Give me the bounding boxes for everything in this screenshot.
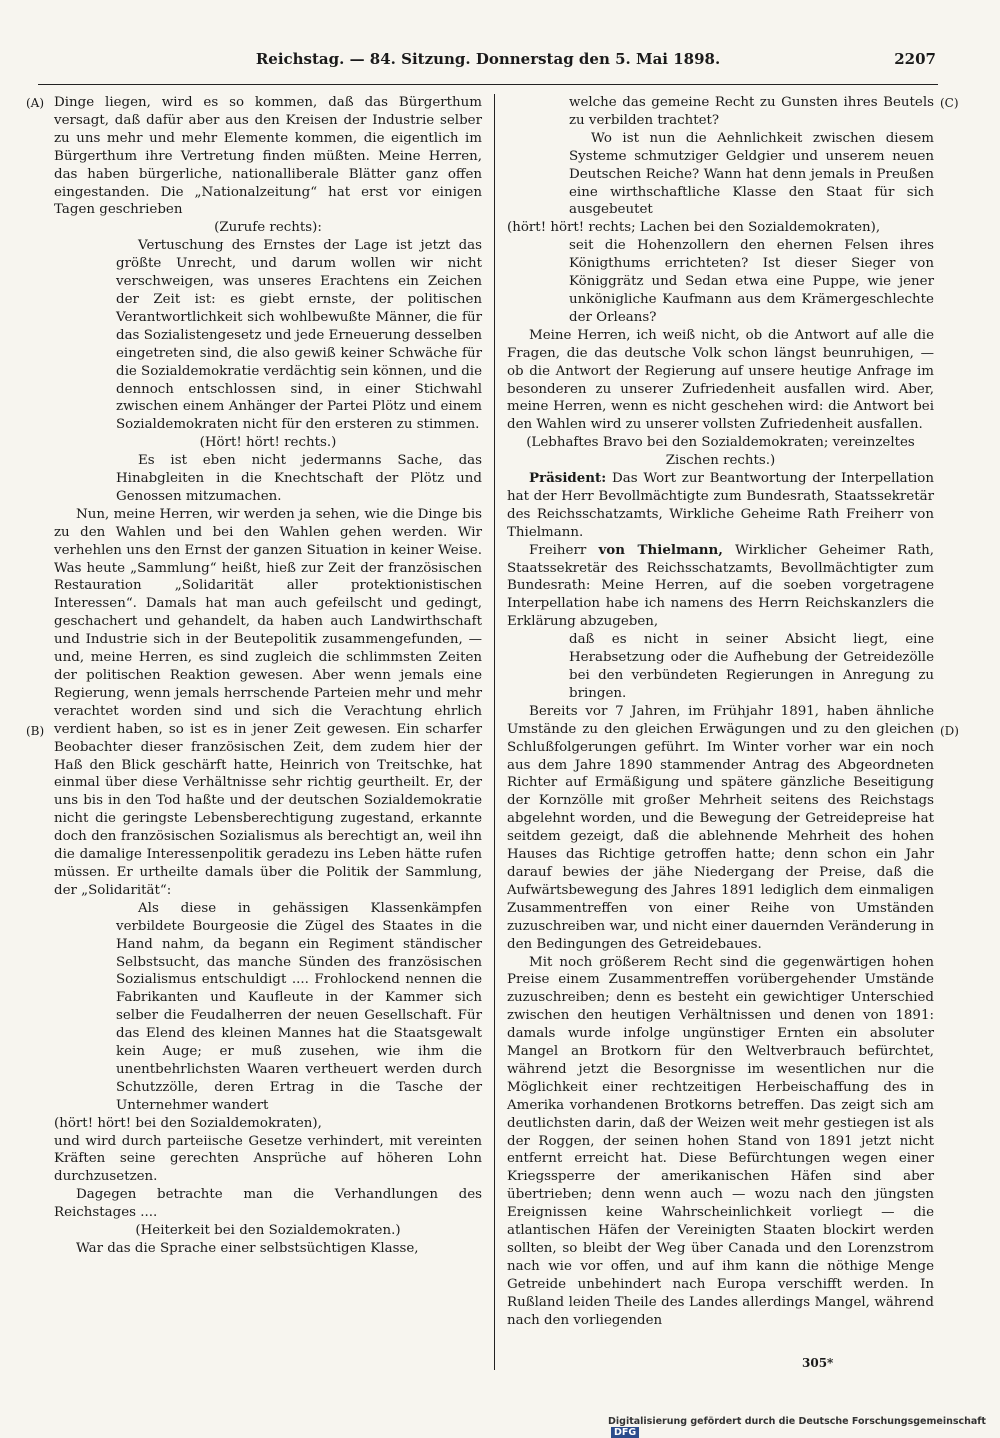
interjection: (Heiterkeit bei den Sozialdemokraten.) [135,1223,401,1239]
header-title: Reichstag. — 84. Sitzung. Donnerstag den 5. Mai 1898. [255,50,721,68]
speech-text: Wirklicher Geheimer Rath, Staatssekretär des Reichsschatzamts, Bevollmächtigter zum Bundesrath: Meine Herren, auf die soeben vorgetragene Interpellation habe ich namens des Herrn Reichskanzlers die Erklärung abzugeben, [507,542,935,630]
interjection: (Lebhaftes Bravo bei den Sozialdemokraten; vereinzeltes Zischen rechts.) [526,435,915,469]
interjection: (Hört! hört! rechts.) [199,435,337,451]
block-quote: Wo ist nun die Aehnlichkeit zwischen diesem Systeme schmutziger Geldgier und unserem neuen Deutschen Reiche? Wann hat denn jemals in Preußen eine wirthschaftliche Klasse den Staat für sich ausgebeutet [569,130,934,218]
interjection: (Zurufe rechts): [214,220,322,236]
speech-text: Das Wort zur Beantwortung der Interpellation hat der Herr Bevollmächtigte zum Bundesrath, Staatssekretär des Reichsschatzamts, Wirkliche Geheime Rath Freiherr von Thielmann. [507,471,934,540]
interjection: (hört! hört! bei den Sozialdemokraten), [54,1115,322,1131]
paragraph: Dagegen betrachte man die Verhandlungen des Reichstages .... [54,1187,482,1221]
speaker-name: Präsident: [529,470,607,487]
margin-mark-d: (D) [940,724,959,738]
digitization-footer [608,1416,1000,1438]
block-quote: welche das gemeine Recht zu Gunsten ihres Beutels zu verbilden trachtet? [569,95,934,128]
dfg-logo: DFG [611,1427,639,1438]
block-quote: Als diese in gehässigen Klassenkämpfen verbildete Bourgeosie die Zügel des Staates in die Hand nahm, da begann ein Regiment ständischer Selbstsucht, das manche Sünden des französischen Sozialismus entschuldigt .... Frohlockend nennen die Fabrikanten und Kaufleute in der Kammer sich selber die Feudalherren der neuen Gesellschaft. Für das Elend des kleinen Mannes hat die Staatsgewalt kein Auge; er muß zusehen, wie ihm die unentbehrlichsten Waaren vertheuert werden durch Schutzzölle, deren Ertrag in die Tasche der Unternehmer wandert [116,900,482,1113]
margin-mark-a: (A) [26,96,45,110]
signature-mark: 305* [802,1356,834,1370]
interjection: (hört! hört! rechts; Lachen bei den Sozialdemokraten), [507,220,881,236]
block-quote: seit die Hohenzollern den ehernen Felsen ihres Königthums errichteten? Ist dieser Sieger von Königgrätz und Sedan etwa eine Puppe, wie jener unkönigliche Kaufmann aus dem Krämergeschlechte der Orleans? [569,238,934,325]
speaker-name: von Thielmann, [598,541,723,558]
right-column [507,94,934,1330]
header-rule [38,84,938,85]
running-header [40,50,936,72]
paragraph: und wird durch parteiische Gesetze verhindert, mit vereinten Kräften seine gerechten Ansprüche auf höheren Lohn durchzusetzen. [54,1133,482,1185]
paragraph: Nun, meine Herren, wir werden ja sehen, wie die Dinge bis zu den Wahlen und bei den Wahlen gehen werden. Wir verhehlen uns den Ernst der ganzen Situation in keiner Weise. Was heute „Sammlung“ heißt, hieß zur Zeit der französischen Restauration „Solidarität aller protektionistischen Interessen“. Damals hat man auch gefeilscht und gedingt, geschachert und gehandelt, da haben auch Landwirthschaft und Industrie sich in der Beutepolitik zusammengefunden, — und, meine Herren, es sind zugleich die schlimmsten Zeiten der politischen Reaktion gewesen. Aber wenn jemals eine Regierung, wenn jemals herrschende Parteien mehr und mehr verachtet worden sind und sich die Verachtung ehrlich verdient haben, so ist es in jener Zeit gewesen. Ein scharfer Beobachter dieser französischen Zeit, dem zudem hier der Haß den Blick geschärft hatte, Heinrich von Treitschke, hat einmal über diese Verhältnisse sehr richtig geurtheilt. Er, der uns bis in den Tod haßte und der deutschen Sozialdemokratie nicht die geringste Lebensberechtigung zugestand, erkannte doch den französischen Sozialismus als berechtigt an, weil ihn die damalige Interessenpolitik geradezu ins Leben hätte rufen müssen. Er urtheilte damals über die Politik der Sammlung, der „Solidarität“: [54,506,482,898]
block-quote: Vertuschung des Ernstes der Lage ist jetzt das größte Unrecht, und darum wollen wir nicht verschweigen, was unseres Erachtens ein Zeichen der Zeit ist: es giebt ernste, der politischen Verantwortlichkeit sich wohlbewußte Männer, die für das Sozialistengesetz und jede Erneuerung desselben eingetreten sind, die also gewiß keiner Schwäche für die Sozialdemokratie verdächtig sein können, und die dennoch entschlossen sind, in einer Stichwahl zwischen einem Anhänger der Partei Plötz und einem Sozialdemokraten nicht für den ersteren zu stimmen. [116,238,482,433]
speaker-paragraph [507,542,934,632]
block-quote: daß es nicht in seiner Absicht liegt, eine Herabsetzung oder die Aufhebung der Getreidezölle bei den verbündeten Regierungen in Anregung zu bringen. [569,632,934,701]
left-column [54,94,482,1258]
speaker-title: Freiherr [529,542,587,558]
margin-mark-b: (B) [26,724,45,738]
paragraph: Dinge liegen, wird es so kommen, daß das Bürgerthum versagt, daß dafür aber aus den Kreisen der Industrie selber zu uns mehr und mehr Elemente kommen, die eigentlich im Bürgerthum ihre Vertretung finden müßten. Meine Herren, das haben bürgerliche, nationalliberale Blätter ganz offen eingestanden. Die „Nationalzeitung“ hat erst vor einigen Tagen geschrieben [54,95,482,218]
footer-text: Digitalisierung gefördert durch die Deutsche Forschungsgemeinschaft [608,1416,986,1427]
speaker-paragraph [507,470,934,542]
page-number: 2207 [894,50,936,68]
margin-mark-c: (C) [940,96,959,110]
paragraph: Meine Herren, ich weiß nicht, ob die Antwort auf alle die Fragen, die das deutsche Volk schon längst beunruhigen, — ob die Antwort der Regierung auf unsere heutige Anfrage im besonderen zu unserer Zufriedenheit ausfallen wird. Aber, meine Herren, wenn es nicht geschehen wird: die Antwort bei den Wahlen wird zu unserer vollsten Zufriedenheit ausfallen. [507,327,934,433]
paragraph: Mit noch größerem Recht sind die gegenwärtigen hohen Preise einem Zusammentreffen vorübergehender Umstände zuzuschreiben; denn es besteht ein gewichtiger Unterschied zwischen den heutigen Verhältnissen und denen von 1891: damals wurde infolge ungünstiger Ernten ein absoluter Mangel an Brotkorn für den Weltverbrauch befürchtet, während jetzt die Besorgnisse im wesentlichen nur die Möglichkeit einer rechtzeitigen Herbeischaffung des in Amerika vorhandenen Brotkorns betreffen. Das zeigt sich am deutlichsten darin, daß der Weizen weit mehr gestiegen ist als der Roggen, der seinen hohen Stand von 1891 jetzt nicht entfernt erreicht hat. Diese Befürchtungen wegen einer Kriegssperre der amerikanischen Häfen sind aber übertrieben; denn wenn auch — wozu nach den jüngsten Ereignissen keine Wahrscheinlichkeit vorliegt — die atlantischen Häfen der Vereinigten Staaten blockirt werden sollten, so bleibt der Weg über Canada und den Lorenzstrom nach wie vor offen, und auf ihm kann die nöthige Menge Getreide unbehindert nach Europa verschifft werden. In Rußland leiden Theile des Landes allerdings Mangel, während nach den vorliegenden [507,954,934,1328]
block-quote: Es ist eben nicht jedermanns Sache, das Hinabgleiten in die Knechtschaft der Plötz und Genossen mitzumachen. [116,453,482,504]
paragraph: War das die Sprache einer selbstsüchtigen Klasse, [76,1241,419,1256]
paragraph: Bereits vor 7 Jahren, im Frühjahr 1891, haben ähnliche Umstände zu den gleichen Erwägungen und zu den gleichen Schlußfolgerungen geführt. Im Winter vorher war ein noch aus dem Jahre 1890 stammender Antrag des Abgeordneten Richter auf Ermäßigung und spätere gänzliche Beseitigung der Kornzölle mit großer Mehrheit seitens des Reichstags abgelehnt worden, und die Bewegung der Getreidepreise hat seitdem gezeigt, daß die ablehnende Mehrheit des hohen Hauses das Richtige getroffen hatte; denn schon ein Jahr darauf bewies der jähe Niedergang der Preise, daß die Aufwärtsbewegung des Jahres 1891 lediglich dem einmaligen Zusammentreffen von einer Reihe von Umständen zuzuschreiben war, und nicht einer dauernden Veränderung in den Bedingungen des Getreidebaues. [507,703,934,952]
column-separator [494,94,495,1370]
